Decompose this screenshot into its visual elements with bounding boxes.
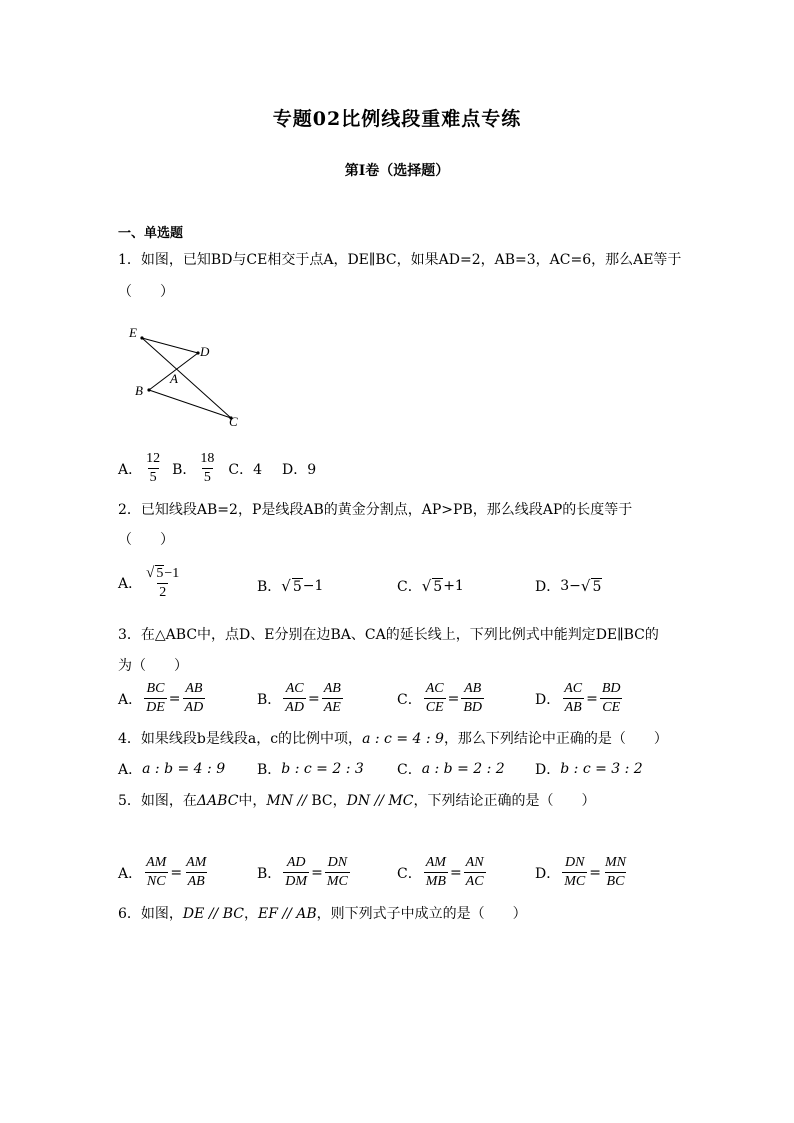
q2-option-a-fraction — [144, 565, 181, 601]
q1-option-b-fraction — [198, 451, 216, 486]
q2-d-head: 3− — [560, 578, 581, 594]
segment-bc — [149, 390, 231, 418]
q2-option-b-letter: B． — [257, 579, 282, 595]
q5-a-letter: A． — [118, 865, 143, 882]
q3-a-rnum: AB — [185, 681, 203, 696]
label-e: E — [129, 325, 137, 340]
q4-c-math: a : b = 2 : 2 — [421, 761, 505, 777]
q1-b-den: 5 — [203, 470, 211, 485]
label-c: C — [229, 414, 238, 429]
q2-text-line2: （ ） — [118, 532, 174, 548]
q2-option-d-letter: D． — [535, 579, 561, 595]
point-b — [147, 388, 150, 391]
q5-b-lnum: AD — [286, 855, 306, 870]
q5-text-line1 — [118, 790, 595, 810]
q3-d-lden: AB — [564, 700, 582, 715]
point-e — [140, 336, 143, 339]
q3-d-letter: D． — [535, 691, 561, 708]
q5-d-lden: MC — [564, 874, 586, 889]
q1-a-den: 5 — [149, 470, 157, 485]
q3-c-rnum: AB — [464, 681, 482, 696]
q5-option-a: A． $\frac{AM}{NC}$ = $\frac{AM}{AB}$ — [118, 855, 207, 889]
q4-text-pre: 4．如果线段b是线段a，c的比例中项， — [118, 731, 363, 747]
q3-option-a: A． $\frac{BC}{DE}$ = $\frac{AB}{AD}$ — [118, 681, 204, 715]
q2-a-num-tail: −1 — [164, 566, 180, 581]
q3-d-lnum: AC — [564, 681, 583, 696]
q3-a-lden: DE — [146, 700, 165, 715]
q2-a-radicand: 5 — [156, 566, 164, 581]
q5-b-lden: DM — [285, 874, 308, 889]
q3-b-letter: B． — [257, 691, 282, 708]
q2-option-d: D． 3− √ 5 — [535, 577, 602, 595]
q2-b-tail: −1 — [302, 578, 324, 594]
q5-a-lnum: AM — [146, 855, 167, 870]
q4-a-math: a : b = 4 : 9 — [142, 761, 226, 777]
q5-text-post: ，下列结论正确的是（ ） — [413, 793, 596, 809]
q3-a-rden: AD — [184, 700, 204, 715]
q5-text-pre: 5．如图，在 — [118, 793, 197, 809]
q5-a-rden: AB — [187, 874, 205, 889]
q2-a-num: √ 5−1 — [146, 565, 180, 581]
q4-text-line1 — [118, 728, 668, 748]
q5-text-mn: MN // — [266, 793, 312, 809]
q2-option-a-letter: A． — [118, 576, 143, 592]
q2-c-radicand: 5 — [433, 578, 443, 595]
q5-b-letter: B． — [257, 865, 282, 882]
q4-text-post: ，那么下列结论中正确的是（ ） — [443, 731, 668, 747]
q3-option-d: D． $\frac{AC}{AB}$ = $\frac{BD}{CE}$ — [535, 681, 621, 715]
q6-text-line1 — [118, 903, 527, 923]
q5-d-lnum: DN — [565, 855, 585, 870]
page-title: 专题02比例线段重难点专练 — [272, 108, 522, 130]
q5-d-rden: BC — [606, 874, 625, 889]
q2-option-a — [118, 565, 183, 601]
label-d: D — [200, 344, 210, 359]
q5-a-rnum: AM — [186, 855, 207, 870]
q3-b-rden: AE — [323, 700, 341, 715]
label-b: B — [135, 383, 143, 398]
q1-option-c: C．4 — [228, 461, 263, 478]
q2-c-tail: +1 — [443, 578, 464, 594]
q4-text-math: a : c = 4 : 9 — [362, 731, 444, 747]
q5-c-rnum: AN — [465, 855, 484, 870]
q6-text-pre: 6．如图， — [118, 906, 183, 922]
q1-text-line1: 1．如图，已知BD与CE相交于点A，DE∥BC，如果AD=2，AB=3，AC=6，那么AE等于 — [118, 252, 682, 268]
q4-b-math: b : c = 2 : 3 — [281, 761, 364, 777]
q3-a-letter: A． — [118, 691, 143, 708]
q4-option-c — [397, 759, 505, 779]
q3-b-rnum: AB — [323, 681, 341, 696]
q6-text-sep: ， — [243, 906, 258, 922]
q3-c-lnum: AC — [425, 681, 444, 696]
q1-option-b-letter: B． — [172, 461, 197, 478]
q2-option-c: C． √ 5 +1 — [397, 577, 464, 595]
q4-option-d — [535, 759, 643, 779]
q5-option-b: B． $\frac{AD}{DM}$ = $\frac{DN}{MC}$ — [257, 855, 348, 889]
q5-c-rden: AC — [465, 874, 484, 889]
q2-d-radicand: 5 — [592, 578, 602, 595]
q4-d-math: b : c = 3 : 2 — [560, 761, 643, 777]
q3-b-lden: AD — [285, 700, 304, 715]
q3-text-line1: 3．在△ABC中，点D、E分别在边BA、CA的延长线上，下列比例式中能判定DE∥BC的 — [118, 627, 659, 643]
q4-option-b — [257, 759, 364, 779]
q5-text-sep: ， — [332, 793, 347, 809]
q2-a-den: 2 — [159, 585, 167, 600]
q6-text-post: ，则下列式子中成立的是（ ） — [316, 906, 527, 922]
q5-c-lden: MB — [425, 874, 446, 889]
q4-b-letter: B． — [257, 762, 282, 778]
q3-c-letter: C． — [397, 691, 422, 708]
q4-c-letter: C． — [397, 762, 422, 778]
q3-option-b: B． $\frac{AC}{AD}$ = $\frac{AB}{AE}$ — [257, 681, 341, 715]
q5-text-mid: 中， — [238, 793, 267, 809]
q3-d-rden: CE — [602, 700, 621, 715]
q3-a-lnum: BC — [146, 681, 165, 696]
q5-text-dn: DN // MC — [346, 793, 414, 809]
q1-text-line2: （ ） — [118, 284, 174, 300]
q1-figure — [120, 320, 250, 435]
q4-option-a — [118, 759, 225, 779]
q3-c-lden: CE — [425, 700, 444, 715]
q2-option-b: B． √ 5 −1 — [257, 577, 324, 595]
q5-text-bc: BC — [311, 793, 333, 809]
q5-c-lnum: AM — [425, 855, 446, 870]
q3-text-line2: 为（ ） — [118, 658, 188, 674]
q2-text-line1: 2．已知线段AB=2，P是线段AB的黄金分割点，AP>PB，那么线段AP的长度等于 — [118, 502, 633, 518]
q2-b-radicand: 5 — [292, 578, 302, 595]
q5-text-triangle: ΔABC — [196, 793, 239, 809]
q1-options — [118, 451, 316, 486]
q3-c-rden: BD — [463, 700, 483, 715]
q1-option-a-fraction — [144, 451, 162, 486]
q1-a-num: 12 — [146, 451, 161, 466]
q6-text-ef-ab: EF // AB — [257, 906, 317, 922]
label-a: A — [170, 371, 178, 386]
q2-option-c-letter: C． — [397, 579, 422, 595]
q1-option-d: D．9 — [282, 461, 317, 478]
q3-d-rnum: BD — [601, 681, 621, 696]
q5-option-d: D． $\frac{DN}{MC}$ = $\frac{MN}{BC}$ — [535, 855, 626, 889]
q4-d-letter: D． — [535, 762, 561, 778]
q5-a-lden: NC — [146, 874, 166, 889]
section-heading: 一、单选题 — [118, 226, 184, 241]
q3-b-lnum: AC — [285, 681, 304, 696]
q1-b-num: 18 — [200, 451, 215, 466]
q5-d-letter: D． — [535, 865, 561, 882]
q1-option-a-letter: A． — [118, 461, 143, 478]
q5-c-letter: C． — [397, 865, 422, 882]
q5-b-rnum: DN — [327, 855, 348, 870]
q5-d-rnum: MN — [604, 855, 626, 870]
section-volume-title: 第I卷（选择题） — [344, 163, 450, 179]
q3-option-c: C． $\frac{AC}{CE}$ = $\frac{AB}{BD}$ — [397, 681, 483, 715]
q6-text-de-bc: DE // BC — [182, 906, 244, 922]
q5-b-rden: MC — [326, 874, 348, 889]
q4-a-letter: A． — [118, 762, 143, 778]
q5-option-c: C． $\frac{AM}{MB}$ = $\frac{AN}{AC}$ — [397, 855, 484, 889]
